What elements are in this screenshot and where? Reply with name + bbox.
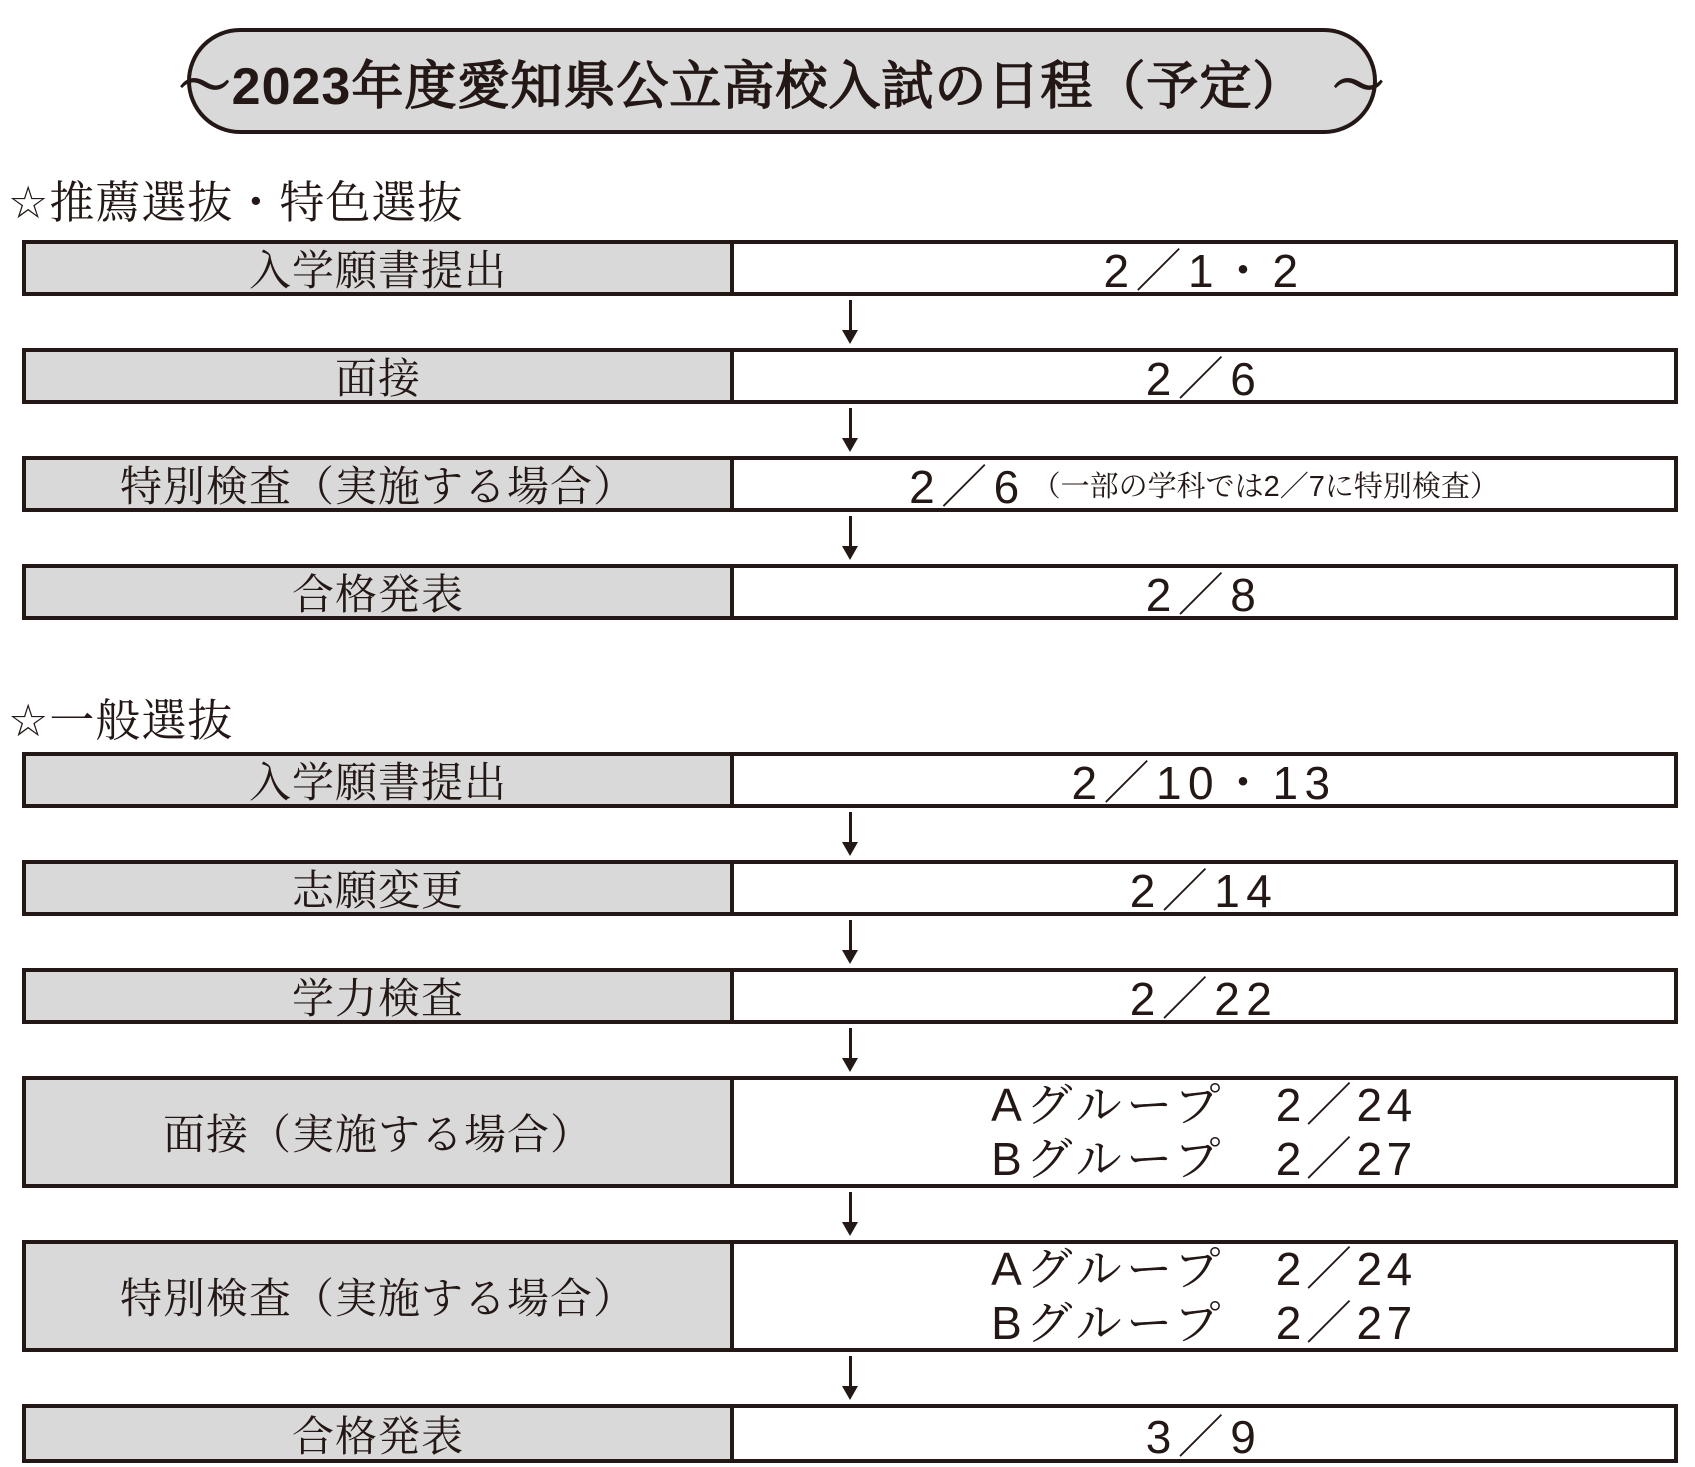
down-arrow-icon xyxy=(849,812,852,856)
step-date-cell xyxy=(734,864,1674,917)
step-date-cell xyxy=(734,244,1674,297)
step-date: 3／9 xyxy=(1145,1410,1263,1463)
step-date-group-lines xyxy=(991,1078,1417,1186)
step-date-group-b: Bグループ 2／27 xyxy=(991,1297,1417,1349)
step-date-cell xyxy=(734,972,1674,1025)
step-label: 面接（実施する場合） xyxy=(26,1080,734,1184)
arrow-shaft xyxy=(849,1192,852,1225)
arrow-shaft xyxy=(849,300,852,333)
step-date-group-b: Bグループ 2／27 xyxy=(991,1133,1417,1185)
table-row xyxy=(22,752,1678,808)
flow-connector xyxy=(22,916,1678,968)
step-date: 2／14 xyxy=(1129,865,1279,917)
table-row xyxy=(22,1240,1678,1352)
arrow-shaft xyxy=(849,812,852,845)
step-label: 入学願書提出 xyxy=(26,756,734,804)
table-row xyxy=(22,860,1678,916)
table-row xyxy=(22,968,1678,1024)
schedule-table-general xyxy=(22,752,1678,1463)
down-arrow-icon xyxy=(849,920,852,964)
table-row xyxy=(22,1076,1678,1188)
table-row xyxy=(22,456,1678,512)
arrow-shaft xyxy=(849,1356,852,1389)
step-date: 2／1・2 xyxy=(1103,245,1305,297)
flow-connector xyxy=(22,1352,1678,1404)
step-date: 2／8 xyxy=(1145,569,1263,621)
flow-connector xyxy=(22,512,1678,564)
step-date-cell xyxy=(734,1408,1674,1463)
step-label: 入学願書提出 xyxy=(26,244,734,292)
page-title-banner xyxy=(178,28,1386,134)
arrow-shaft xyxy=(849,920,852,953)
step-date-cell xyxy=(734,568,1674,621)
section-label-recommendation xyxy=(8,166,463,231)
flow-connector xyxy=(22,296,1678,348)
flow-connector xyxy=(22,808,1678,860)
step-label: 合格発表 xyxy=(26,1408,734,1459)
step-date-cell xyxy=(734,1080,1674,1184)
arrow-shaft xyxy=(849,1028,852,1061)
table-row xyxy=(22,1404,1678,1463)
step-date-group-lines xyxy=(991,1242,1417,1350)
arrow-shaft xyxy=(849,408,852,441)
step-label: 志願変更 xyxy=(26,864,734,912)
down-arrow-icon xyxy=(849,1028,852,1072)
down-arrow-icon xyxy=(849,300,852,344)
step-date-group-a: Aグループ 2／24 xyxy=(991,1079,1417,1131)
page-title: ～2023年度愛知県公立高校入試の日程（予定） ～ xyxy=(178,57,1386,116)
down-arrow-icon xyxy=(849,516,852,560)
step-date-cell xyxy=(734,1244,1674,1348)
flow-connector xyxy=(22,404,1678,456)
flow-connector xyxy=(22,1188,1678,1240)
step-label: 面接 xyxy=(26,352,734,400)
step-label: 特別検査（実施する場合） xyxy=(26,460,734,508)
down-arrow-icon xyxy=(849,1356,852,1400)
step-date-cell xyxy=(734,756,1674,809)
step-date-cell xyxy=(734,460,1674,513)
down-arrow-icon xyxy=(849,408,852,452)
step-date: 2／6 xyxy=(909,461,1026,513)
down-arrow-icon xyxy=(849,1192,852,1236)
table-row xyxy=(22,564,1678,620)
table-row xyxy=(22,348,1678,404)
step-label: 特別検査（実施する場合） xyxy=(26,1244,734,1348)
flow-connector xyxy=(22,1024,1678,1076)
step-label: 合格発表 xyxy=(26,568,734,616)
step-date-cell xyxy=(734,352,1674,405)
step-label: 学力検査 xyxy=(26,972,734,1020)
step-date-group-a: Aグループ 2／24 xyxy=(991,1243,1417,1295)
section-label-text: ☆一般選抜 xyxy=(8,695,234,746)
section-label-text: ☆推薦選抜・特色選抜 xyxy=(8,177,464,228)
step-date-note: （一部の学科では2／7に特別検査） xyxy=(1031,470,1499,503)
section-label-general xyxy=(8,684,233,749)
step-date: 2／10・13 xyxy=(1071,757,1337,809)
table-row xyxy=(22,240,1678,296)
schedule-table-recommendation xyxy=(22,240,1678,620)
step-date: 2／6 xyxy=(1145,353,1263,405)
step-date: 2／22 xyxy=(1129,973,1279,1025)
arrow-shaft xyxy=(849,516,852,549)
